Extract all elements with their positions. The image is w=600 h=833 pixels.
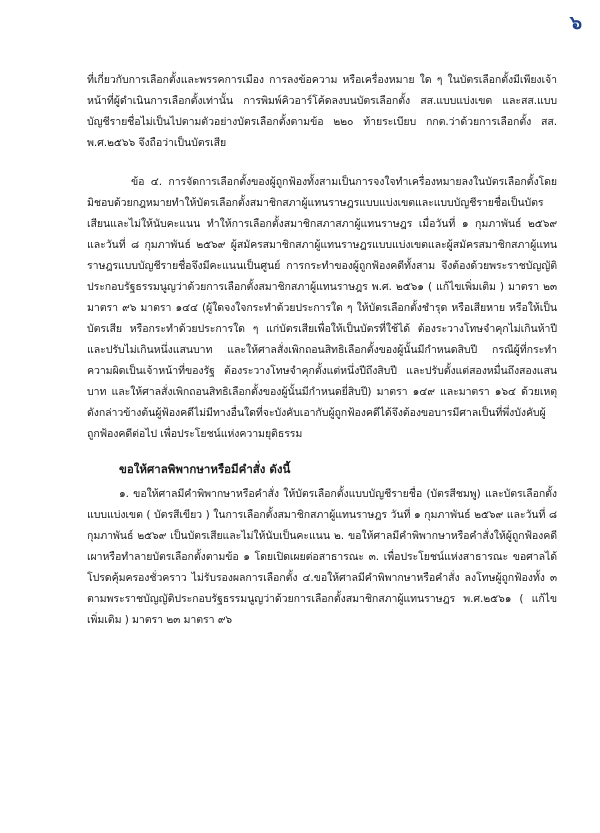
request-paragraph: ๑. ขอให้ศาลมีคำพิพากษาหรือคำสั่ง ให้บัตรเลือกตั้งแบบบัญชีรายชื่อ (บัตรสีชมพู) และบัตรเลือกตั้งแบบแบ่งเขต ( บัตรสีเขียว ) ในการเลือกตั้งสมาชิกสภาผู้แทนราษฎร วันที่ ๑ กุมภาพันธ์ ๒๕๖๙ และวันที่ ๘ กุมภาพันธ์ ๒๕๖๙ เป็นบัตรเสียและไม่ให้นับเป็นคะแนน ๒. ขอให้ศาลมีคำพิพากษาหรือคำสั่งให้ผู้ถูกฟ้องคดี เผาหรือทำลายบัตรเลือกตั้งตามข้อ ๑ โดยเปิดเผยต่อสาธารณะ ๓. เพื่อประโยชน์แห่งสาธารณะ ขอศาลได้โปรดคุ้มครองชั่วคราว ไม่รับรองผลการเลือกตั้ง ๔.ขอให้ศาลมีคำพิพากษาหรือคำสั่ง ลงโทษผู้ถูกฟ้องทั้ง ๓ ตามพระราชบัญญัติประกอบรัฐธรรมนูญว่าด้วยการเลือกตั้งสมาชิกสภาผู้แทนราษฎร พ.ศ.๒๕๖๑ ( แก้ไขเพิ่มเติม ) มาตรา ๒๓ มาตรา ๙๖ [87, 488, 557, 626]
clause-4-paragraph: ข้อ ๔. การจัดการเลือกตั้งของผู้ถูกฟ้องทั้งสามเป็นการจงใจทำเครื่องหมายลงในบัตรเลือกตั้งโดยมิชอบด้วยกฎหมายทำให้บัตรเลือกตั้งสมาชิกสภาผู้แทนราษฎรแบบแบ่งเขตและแบบบัญชีรายชื่อเป็นบัตรเสียนและไม่ให้นับคะแนน ทำให้การเลือกตั้งสมาชิกสภาสภาผู้แทนราษฎร เมื่อวันที่ ๑ กุมภาพันธ์ ๒๕๖๙ และวันที่ ๘ กุมภาพันธ์ ๒๕๖๙ ผู้สมัครสมาชิกสภาผู้แทนราษฎรแบบแบ่งเขตและผู้สมัครสมาชิกสภาผู้แทนราษฎรแบบบัญชีรายชื่อจึงมีคะแนนเป็นศูนย์ การกระทำของผู้ถูกฟ้องคดีทั้งสาม จึงต้องด้วยพระราชบัญญัติประกอบรัฐธรรมนูญว่าด้วยการเลือกตั้งสมาชิกสภาผู้แทนราษฎร พ.ศ. ๒๕๖๑ ( แก้ไขเพิ่มเติม ) มาตรา ๒๓ มาตรา ๙๖ มาตรา ๑๔๔ (ผู้ใดจงใจกระทำด้วยประการใด ๆ ให้บัตรเลือกตั้งชำรุด หรือเสียหาย หรือให้เป็นบัตรเสีย หรือกระทำด้วยประการใด ๆ แก่บัตรเสียเพื่อให้เป็นบัตรที่ใช้ได้ ต้องระวางโทษจำคุกไม่เกินห้าปี และปรับไม่เกินหนึ่งแสนบาท และให้ศาลสั่งเพิกถอนสิทธิเลือกตั้งของผู้นั้นมีกำหนดสิบปี กรณีผู้ที่กระทำความผิดเป็นเจ้าหน้าที่ของรัฐ ต้องระวางโทษจำคุกตั้งแต่หนึ่งปีถึงสิบปี และปรับตั้งแต่สองหมื่นถึงสองแสนบาท และให้ศาลสั่งเพิกถอนสิทธิเลือกตั้งของผู้นั้นมีกำหนดยี่สิบปี) มาตรา ๑๔๙ และมาตรา ๑๖๔ ด้วยเหตุดังกล่าวข้างต้นผู้ฟ้องคดีไม่มีทางอื่นใดที่จะบังคับเอากับผู้ถูกฟ้องคดีได้จึงต้องขอบารมีศาลเป็นที่พึ่งบังคับผู้ถูกฟ้องคดีต่อไป เพื่อประโยชน์แห่งความยุติธรรม [87, 176, 557, 440]
intro-paragraph: ที่เกี่ยวกับการเลือกตั้งและพรรคการเมือง การลงข้อความ หรือเครื่องหมาย ใด ๆ ในบัตรเลือกตั้งมีเพียงเจ้าหน้าที่ผู้ดำเนินการเลือกตั้งเท่านั้น การพิมพ์คิวอาร์โค้ดลงบนบัตรเลือกตั้ง สส.แบบแบ่งเขต และสส.แบบบัญชีรายชื่อไม่เป็นไปตามตัวอย่างบัตรเลือกตั้งตามข้อ ๒๒๐ ท้ายระเบียบ กกต.ว่าด้วยการเลือกตั้ง สส. พ.ศ.๒๕๖๖ จึงถือว่าเป็นบัตรเสีย [87, 74, 557, 149]
request-heading: ขอให้ศาลพิพากษาหรือมีคำสั่ง ดังนี้ [119, 462, 291, 476]
page-number: ๖ [569, 12, 582, 34]
document-body [87, 70, 557, 631]
